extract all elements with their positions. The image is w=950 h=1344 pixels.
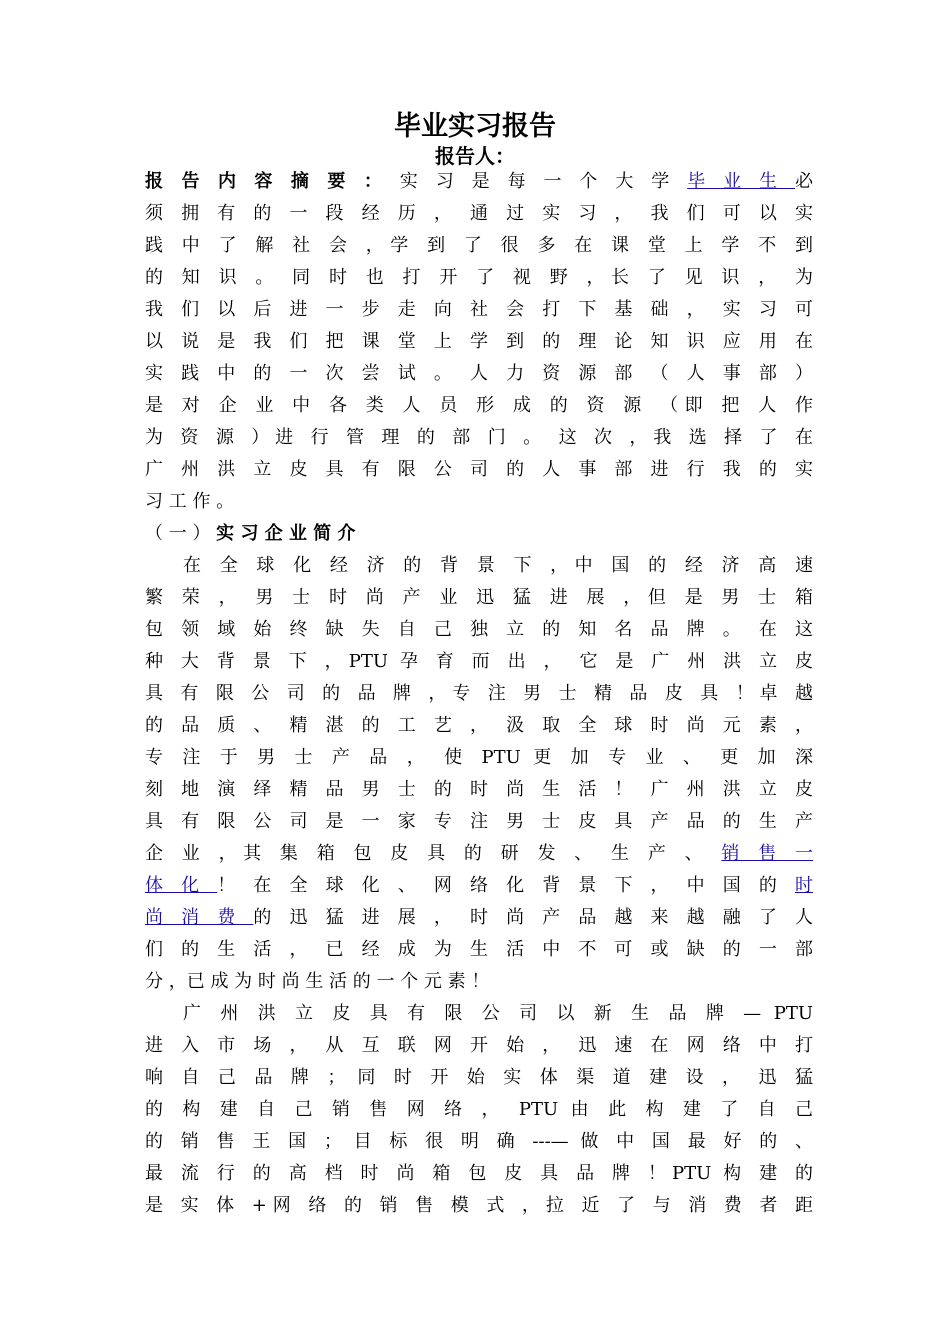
text-line (145, 262, 813, 294)
text-segment: 我 们 以 后 进 一 步 走 向 社 会 打 下 基 础 ， 实 习 可 (145, 299, 813, 320)
text-segment: 的 销 售 王 国 ； 目 标 很 明 确 ---— 做 中 国 最 好 的 、 (145, 1131, 814, 1152)
text-line (145, 678, 813, 710)
text-line (145, 742, 813, 774)
text-line (145, 774, 813, 806)
text-line (145, 806, 813, 838)
text-segment: 的 迅 猛 进 展 ， 时 尚 产 品 越 来 越 融 了 人 (253, 907, 814, 928)
text-segment: 为 资 源 ）进 行 管 理 的 部 门 。 这 次 ，我 选 择 了 在 (145, 427, 813, 448)
text-line (145, 1190, 813, 1222)
text-segment: 的 知 识 。 同 时 也 打 开 了 视 野 ，长 了 见 识 ， 为 (145, 267, 813, 288)
hyperlink[interactable]: 销 售 一 (721, 843, 813, 864)
text-segment: 包 领 域 始 终 缺 失 自 己 独 立 的 知 名 品 牌 。 在 这 (145, 619, 813, 640)
text-segment: 习 工 作 。 (145, 491, 235, 512)
text-segment: 响 自 己 品 牌 ； 同 时 开 始 实 体 渠 道 建 设 ， 迅 猛 (145, 1067, 813, 1088)
text-segment: 的 构 建 自 己 销 售 网 络 ， PTU 由 此 构 建 了 自 己 (145, 1099, 813, 1120)
text-line (145, 518, 813, 550)
text-line (145, 1030, 813, 1062)
reporter-label: 报告人： (435, 144, 515, 168)
text-segment: 实 习 是 每 一 个 大 学 (387, 171, 688, 192)
text-segment: 须 拥 有 的 一 段 经 历 ， 通 过 实 习 ， 我 们 可 以 实 (145, 203, 813, 224)
text-line (145, 710, 813, 742)
bold-heading-text: 实 习 企 业 简 介 (216, 523, 356, 544)
text-line (145, 838, 813, 870)
text-segment: 们 的 生 活 ， 已 经 成 为 生 活 中 不 可 或 缺 的 一 部 (145, 939, 813, 960)
text-segment: 最 流 行 的 高 档 时 尚 箱 包 皮 具 品 牌 ！PTU 构 建 的 (145, 1163, 813, 1184)
text-line (145, 486, 813, 518)
text-line (145, 902, 813, 934)
text-line (145, 966, 813, 998)
text-segment: 刻 地 演 绎 精 品 男 士 的 时 尚 生 活 ！ 广 州 洪 立 皮 (145, 779, 813, 800)
text-line (145, 198, 813, 230)
text-segment: 具 有 限 公 司 是 一 家 专 注 男 士 皮 具 产 品 的 生 产 (145, 811, 813, 832)
hyperlink[interactable]: 时 (795, 875, 814, 896)
text-segment: 是 对 企 业 中 各 类 人 员 形 成 的 资 源 （即 把 人 作 (145, 395, 813, 416)
text-line (145, 550, 813, 582)
text-line (145, 326, 813, 358)
text-line (145, 1062, 813, 1094)
text-line (145, 1158, 813, 1190)
text-line (145, 582, 813, 614)
text-segment: 实 践 中 的 一 次 尝 试 。 人 力 资 源 部 （ 人 事 部 ） (145, 363, 813, 384)
text-segment: 进 入 市 场 ， 从 互 联 网 开 始 ， 迅 速 在 网 络 中 打 (145, 1035, 813, 1056)
text-segment: 的 品 质 、 精 湛 的 工 艺 ， 汲 取 全 球 时 尚 元 素 ， (145, 715, 813, 736)
text-segment: 必 (795, 171, 814, 192)
text-segment: 在 全 球 化 经 济 的 背 景 下 ，中 国 的 经 济 高 速 (183, 555, 813, 576)
text-line (145, 1094, 813, 1126)
text-segment: （ 一 ） (145, 523, 217, 544)
text-segment: 广 州 洪 立 皮 具 有 限 公 司 的 人 事 部 进 行 我 的 实 (145, 459, 813, 480)
hyperlink[interactable]: 尚 消 费 (145, 907, 254, 928)
text-segment: 繁 荣 ， 男 士 时 尚 产 业 迅 猛 进 展 ，但 是 男 士 箱 (145, 587, 813, 608)
text-line (145, 998, 813, 1030)
text-segment: 践 中 了 解 社 会 ，学 到 了 很 多 在 课 堂 上 学 不 到 (145, 235, 813, 256)
text-segment: 广 州 洪 立 皮 具 有 限 公 司 以 新 生 品 牌 — PTU (183, 1003, 813, 1024)
text-segment: 种 大 背 景 下 ，PTU 孕 育 而 出 ， 它 是 广 州 洪 立 皮 (145, 651, 813, 672)
hyperlink[interactable]: 毕 业 生 (687, 171, 796, 192)
hyperlink[interactable]: 体 化 (145, 875, 218, 896)
text-line (145, 454, 813, 486)
report-body (145, 166, 813, 1222)
text-segment: 是 实 体 +网 络 的 销 售 模 式 ，拉 近 了 与 消 费 者 距 (145, 1195, 813, 1216)
text-line (145, 1126, 813, 1158)
text-line (145, 422, 813, 454)
text-line (145, 646, 813, 678)
text-line (145, 390, 813, 422)
text-segment: 分 ，已 成 为 时 尚 生 活 的 一 个 元 素 ！ (145, 971, 490, 992)
text-segment: 具 有 限 公 司 的 品 牌 ，专 注 男 士 精 品 皮 具 ！卓 越 (145, 683, 813, 704)
document-title: 毕业实习报告 (394, 111, 556, 142)
text-line (145, 614, 813, 646)
text-segment: 以 说 是 我 们 把 课 堂 上 学 到 的 理 论 知 识 应 用 在 (145, 331, 813, 352)
text-segment: ！ 在 全 球 化 、 网 络 化 背 景 下 ， 中 国 的 (217, 875, 796, 896)
text-line (145, 934, 813, 966)
text-line (145, 230, 813, 262)
text-line (145, 358, 813, 390)
text-line (145, 870, 813, 902)
bold-heading-text: 报 告 内 容 摘 要 ： (145, 171, 388, 192)
text-line (145, 294, 813, 326)
text-segment: 企 业 ，其 集 箱 包 皮 具 的 研 发 、 生 产 、 (145, 843, 722, 864)
text-segment: 专 注 于 男 士 产 品 ， 使 PTU 更 加 专 业 、 更 加 深 (145, 747, 813, 768)
text-line (145, 166, 813, 198)
